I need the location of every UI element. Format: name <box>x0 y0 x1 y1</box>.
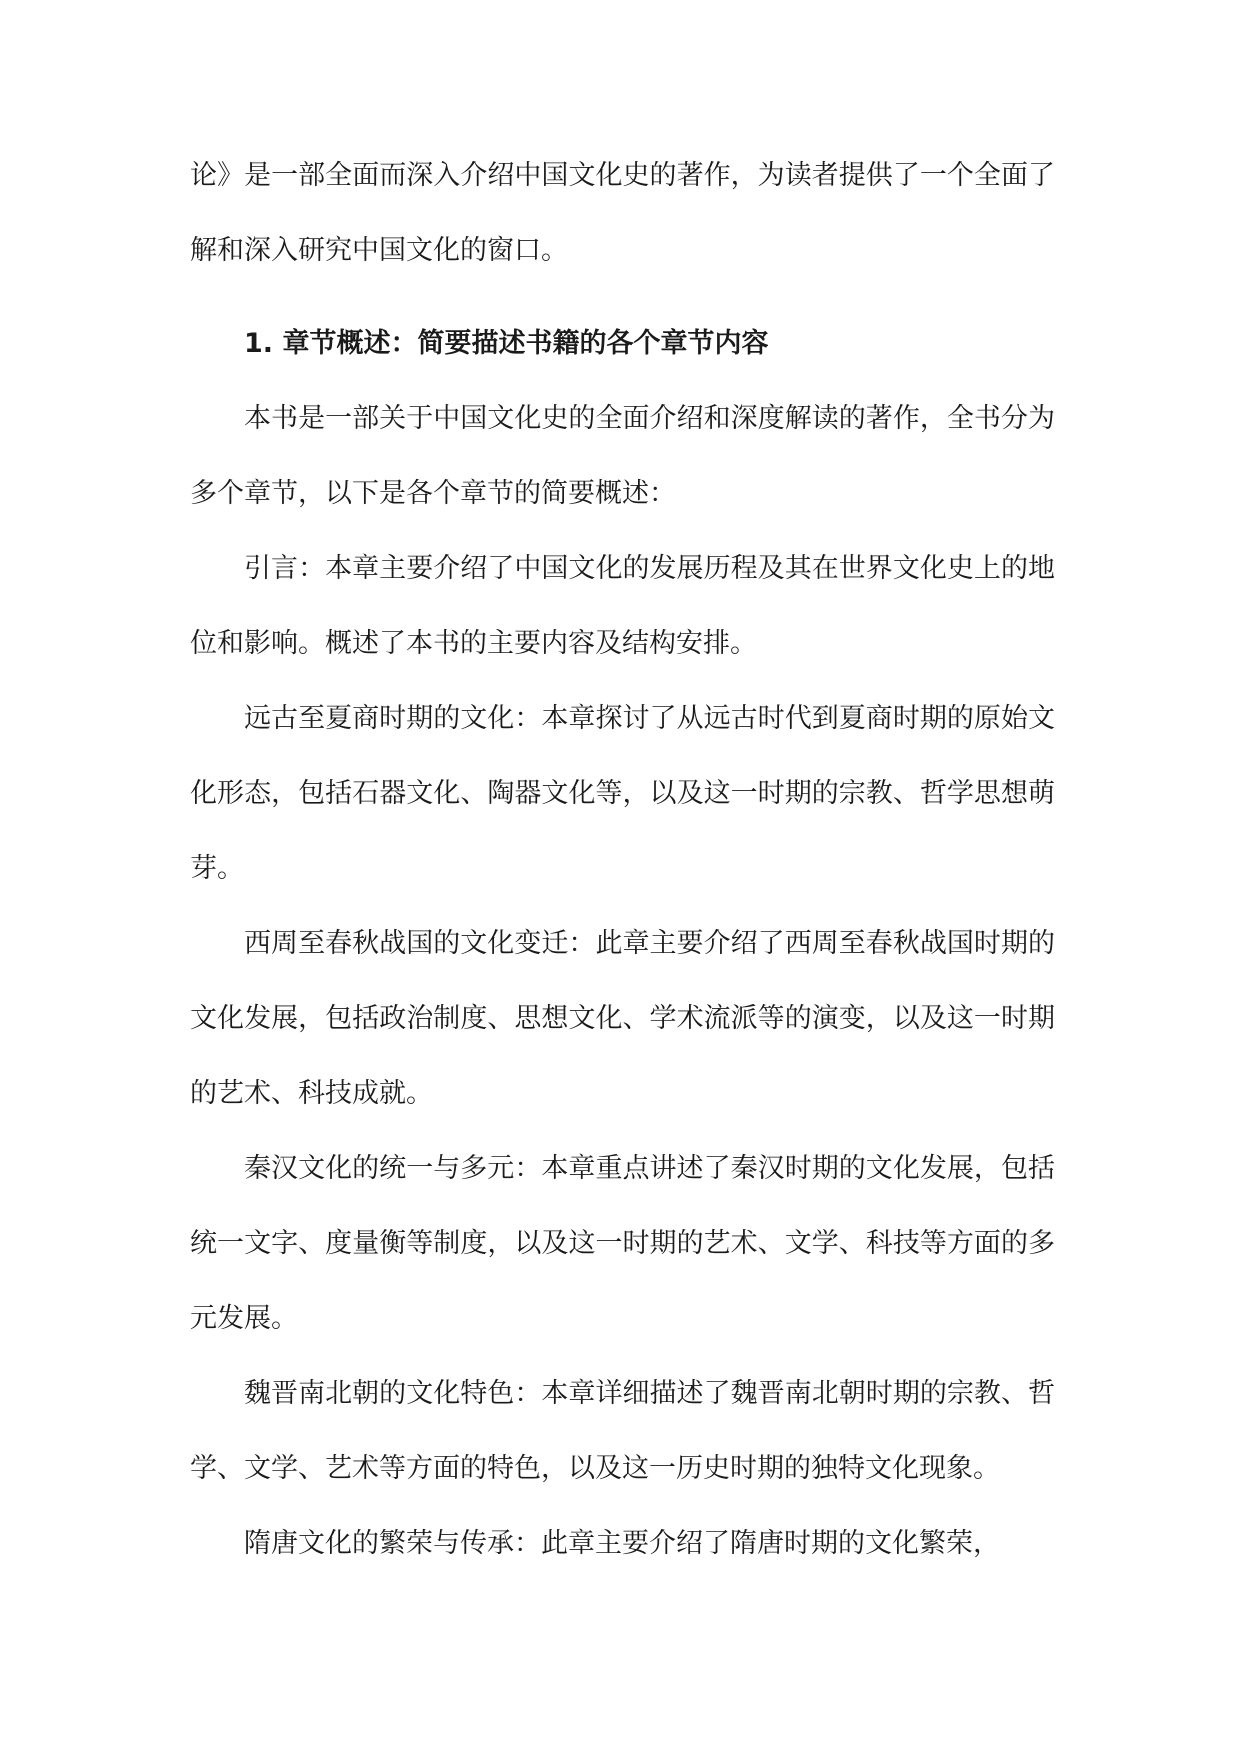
paragraph-western-zhou-warring-states: 西周至春秋战国的文化变迁：此章主要介绍了西周至春秋战国时期的文化发展，包括政治制度、思想文化、学术流派等的演变，以及这一时期的艺术、科技成就。 <box>190 928 1055 1109</box>
paragraph-introduction: 引言：本章主要介绍了中国文化的发展历程及其在世界文化史上的地位和影响。概述了本书的主要内容及结构安排。 <box>190 553 1055 659</box>
intro-paragraph: 论》是一部全面而深入介绍中国文化史的著作，为读者提供了一个全面了解和深入研究中国文化的窗口。 <box>190 160 1055 266</box>
paragraph-overview: 本书是一部关于中国文化史的全面介绍和深度解读的著作，全书分为多个章节，以下是各个章节的简要概述： <box>190 403 1055 509</box>
document-body <box>190 138 1055 1581</box>
paragraph-ancient-xia-shang: 远古至夏商时期的文化：本章探讨了从远古时代到夏商时期的原始文化形态，包括石器文化、陶器文化等，以及这一时期的宗教、哲学思想萌芽。 <box>190 703 1055 884</box>
section-heading: 1. 章节概述：简要描述书籍的各个章节内容 <box>244 328 769 359</box>
paragraph-sui-tang: 隋唐文化的繁荣与传承：此章主要介绍了隋唐时期的文化繁荣， <box>244 1528 1000 1559</box>
paragraph-wei-jin-north-south: 魏晋南北朝的文化特色：本章详细描述了魏晋南北朝时期的宗教、哲学、文学、艺术等方面的特色，以及这一历史时期的独特文化现象。 <box>190 1378 1055 1484</box>
paragraph-qin-han: 秦汉文化的统一与多元：本章重点讲述了秦汉时期的文化发展，包括统一文字、度量衡等制度，以及这一时期的艺术、文学、科技等方面的多元发展。 <box>190 1153 1055 1334</box>
